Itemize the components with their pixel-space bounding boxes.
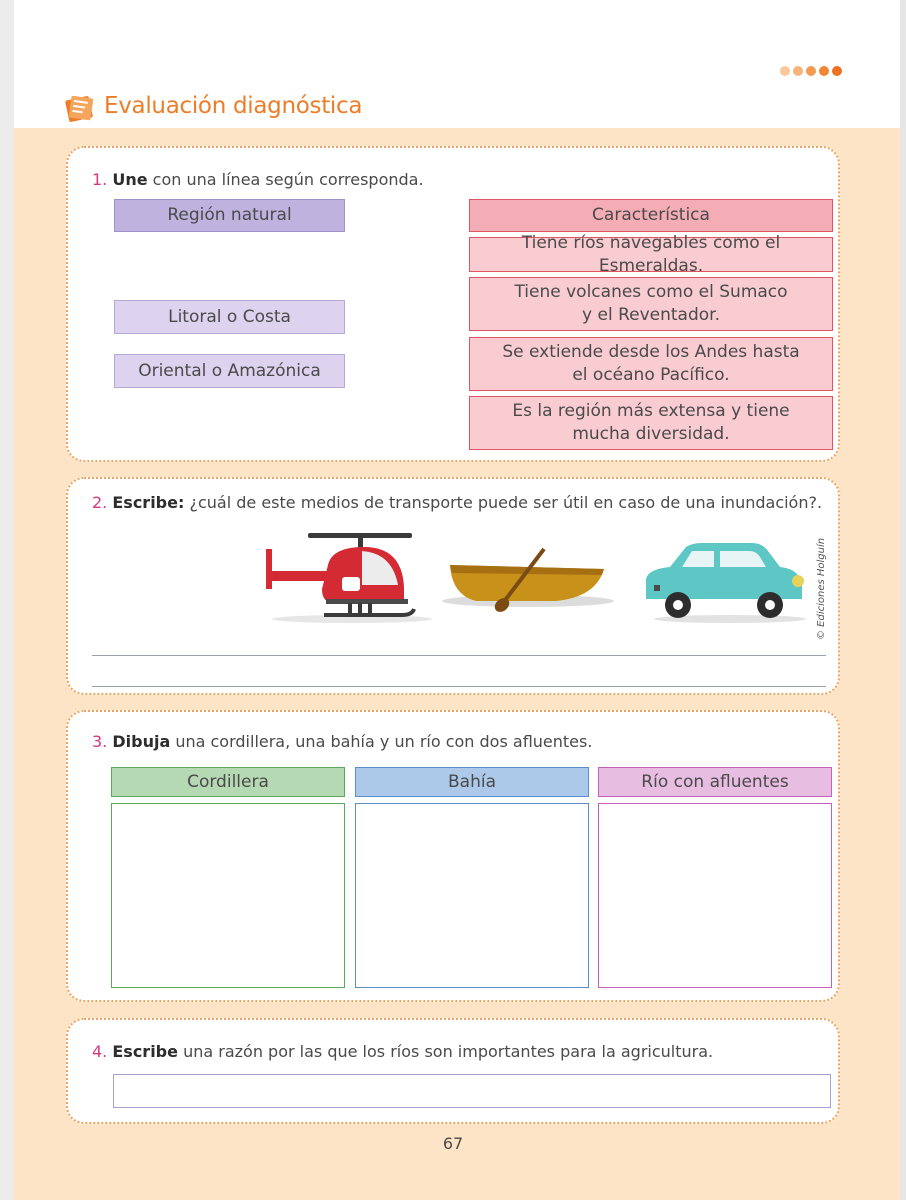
column-header-cordillera xyxy=(111,767,345,797)
question-number: 3. xyxy=(92,732,108,751)
question-number: 1. xyxy=(92,170,108,189)
car-icon[interactable] xyxy=(640,539,808,625)
question-number: 2. xyxy=(92,493,108,512)
question-1-prompt xyxy=(92,170,424,189)
region-option-label: Litoral o Costa xyxy=(168,306,291,327)
question-text: con una línea según corresponda. xyxy=(147,170,424,189)
characteristic-option-2[interactable] xyxy=(469,277,833,331)
helicopter-icon[interactable] xyxy=(252,529,432,625)
question-3-card xyxy=(66,710,840,1002)
page-title: Evaluación diagnóstica xyxy=(104,93,363,119)
question-verb: Escribe: xyxy=(112,493,185,512)
page-edge xyxy=(0,0,14,1200)
question-1-card xyxy=(66,146,840,462)
question-text: una cordillera, una bahía y un río con dos afluentes. xyxy=(170,732,593,751)
question-2-card xyxy=(66,477,840,695)
characteristic-option-4[interactable] xyxy=(469,396,833,450)
question-number: 4. xyxy=(92,1042,108,1061)
section-header xyxy=(64,88,362,124)
characteristic-option-label: Se extiende desde los Andes hasta el océano Pacífico. xyxy=(502,342,800,385)
characteristic-option-label: Tiene volcanes como el Sumaco y el Reventador. xyxy=(514,282,788,325)
question-verb: Escribe xyxy=(112,1042,178,1061)
answer-line[interactable] xyxy=(92,686,826,687)
column-header-label: Cordillera xyxy=(187,772,269,792)
characteristic-header xyxy=(469,199,833,232)
characteristic-header-label: Característica xyxy=(592,205,710,225)
dot xyxy=(780,66,790,76)
region-header-label: Región natural xyxy=(167,205,292,225)
page-edge-right xyxy=(900,0,906,1200)
region-option-label: Oriental o Amazónica xyxy=(138,360,321,381)
question-text: una razón por las que los ríos son importantes para la agricultura. xyxy=(177,1042,714,1061)
page-number: 67 xyxy=(442,1134,464,1153)
characteristic-option-label: Es la región más extensa y tiene mucha diversidad. xyxy=(512,401,790,444)
copyright-credit: © Ediciones Holguín xyxy=(816,537,827,640)
characteristic-option-1[interactable] xyxy=(469,232,833,276)
characteristic-option-label: Tiene ríos navegables como el Esmeraldas. xyxy=(521,232,781,276)
answer-line[interactable] xyxy=(92,655,826,656)
answer-box[interactable] xyxy=(113,1074,831,1108)
dot xyxy=(819,66,829,76)
column-header-label: Bahía xyxy=(448,772,496,792)
question-text: ¿cuál de este medios de transporte puede ser útil en caso de una inundación?. xyxy=(184,493,823,512)
drawing-box-bahia[interactable] xyxy=(355,803,589,988)
drawing-box-rio[interactable] xyxy=(598,803,832,988)
decorative-dots xyxy=(780,66,842,76)
dot xyxy=(793,66,803,76)
region-option-costa[interactable] xyxy=(114,300,345,334)
question-3-prompt xyxy=(92,732,592,751)
question-2-prompt xyxy=(92,493,822,512)
question-4-prompt xyxy=(92,1042,713,1061)
question-verb: Dibuja xyxy=(112,732,171,751)
characteristic-option-3[interactable] xyxy=(469,337,833,391)
rowboat-icon[interactable] xyxy=(436,543,616,619)
dot xyxy=(832,66,842,76)
books-icon xyxy=(64,88,96,124)
column-header-rio xyxy=(598,767,832,797)
drawing-box-cordillera[interactable] xyxy=(111,803,345,988)
question-4-card xyxy=(66,1018,840,1124)
region-header xyxy=(114,199,345,232)
column-header-bahia xyxy=(355,767,589,797)
dot xyxy=(806,66,816,76)
column-header-label: Río con afluentes xyxy=(641,772,789,792)
region-option-amazonica[interactable] xyxy=(114,354,345,388)
question-verb: Une xyxy=(112,170,148,189)
